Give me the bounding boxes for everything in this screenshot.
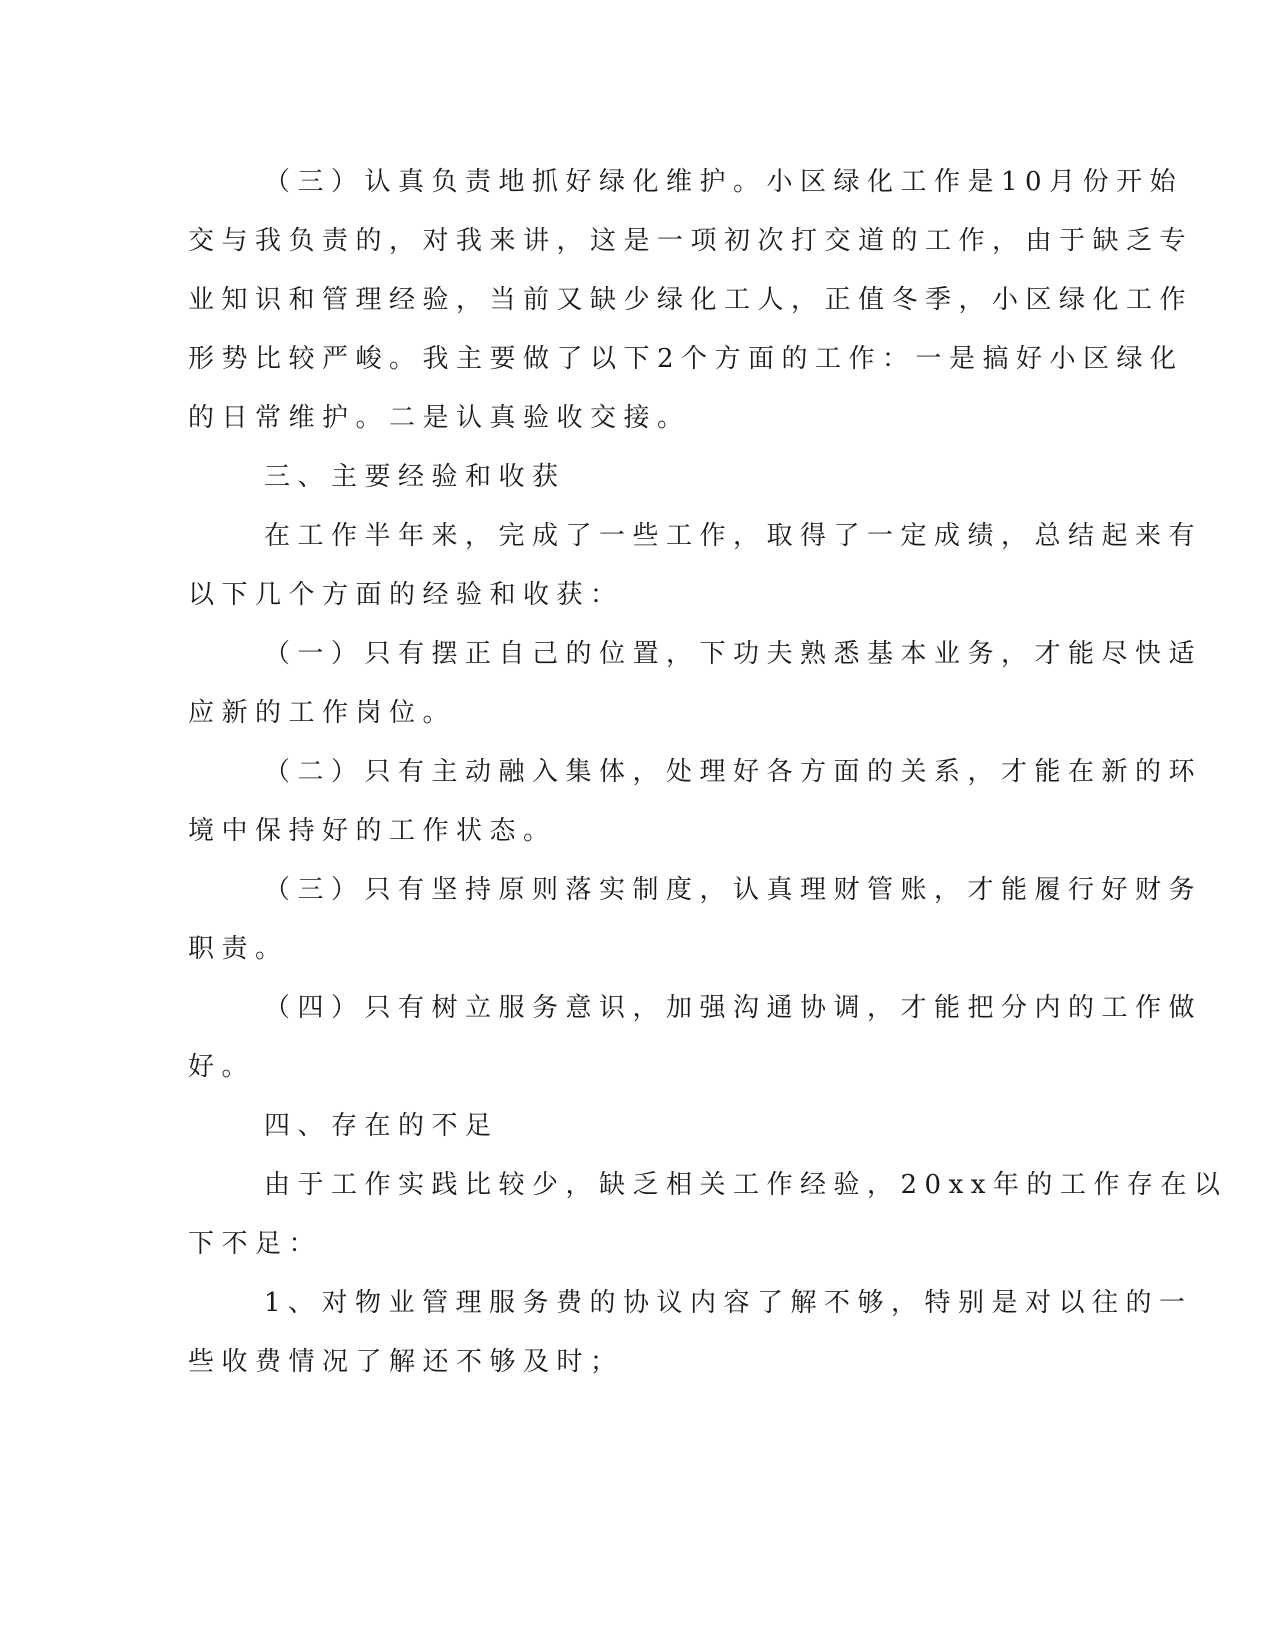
paragraph-greening-line-2: 交与我负责的，对我来讲，这是一项初次打交道的工作，由于缺乏专	[188, 226, 1194, 256]
item-four-line-1: （四）只有树立服务意识，加强沟通协调，才能把分内的工作做	[264, 993, 1203, 1023]
paragraph-summary-line-1: 在工作半年来，完成了一些工作，取得了一定成绩，总结起来有	[264, 521, 1203, 551]
paragraph-shortcomings-line-1: 由于工作实践比较少，缺乏相关工作经验，20xx年的工作存在以	[264, 1170, 1228, 1200]
item-three-line-1: （三）只有坚持原则落实制度，认真理财管账，才能履行好财务	[264, 875, 1203, 905]
paragraph-greening-line-4: 形势比较严峻。我主要做了以下2个方面的工作：一是搞好小区绿化	[188, 344, 1184, 374]
paragraph-summary-line-2: 以下几个方面的经验和收获：	[188, 580, 624, 610]
section-heading-experience: 三、主要经验和收获	[264, 462, 566, 492]
paragraph-greening-line-3: 业知识和管理经验，当前又缺少绿化工人，正值冬季，小区绿化工作	[188, 285, 1194, 315]
numbered-item-1-line-2: 些收费情况了解还不够及时；	[188, 1347, 624, 1377]
item-three-line-2: 职责。	[188, 934, 289, 964]
item-one-line-2: 应新的工作岗位。	[188, 698, 457, 728]
numbered-item-1-line-1: 1、对物业管理服务费的协议内容了解不够，特别是对以往的一	[264, 1288, 1193, 1318]
item-one-line-1: （一）只有摆正自己的位置，下功夫熟悉基本业务，才能尽快适	[264, 639, 1203, 669]
item-four-line-2: 好。	[188, 1052, 256, 1082]
item-two-line-1: （二）只有主动融入集体，处理好各方面的关系，才能在新的环	[264, 757, 1203, 787]
section-heading-shortcomings: 四、存在的不足	[264, 1111, 499, 1141]
paragraph-greening-line-5: 的日常维护。二是认真验收交接。	[188, 403, 691, 433]
paragraph-greening-line-1: （三）认真负责地抓好绿化维护。小区绿化工作是10月份开始	[264, 167, 1184, 197]
item-two-line-2: 境中保持好的工作状态。	[188, 816, 557, 846]
paragraph-shortcomings-line-2: 下不足：	[188, 1229, 323, 1259]
